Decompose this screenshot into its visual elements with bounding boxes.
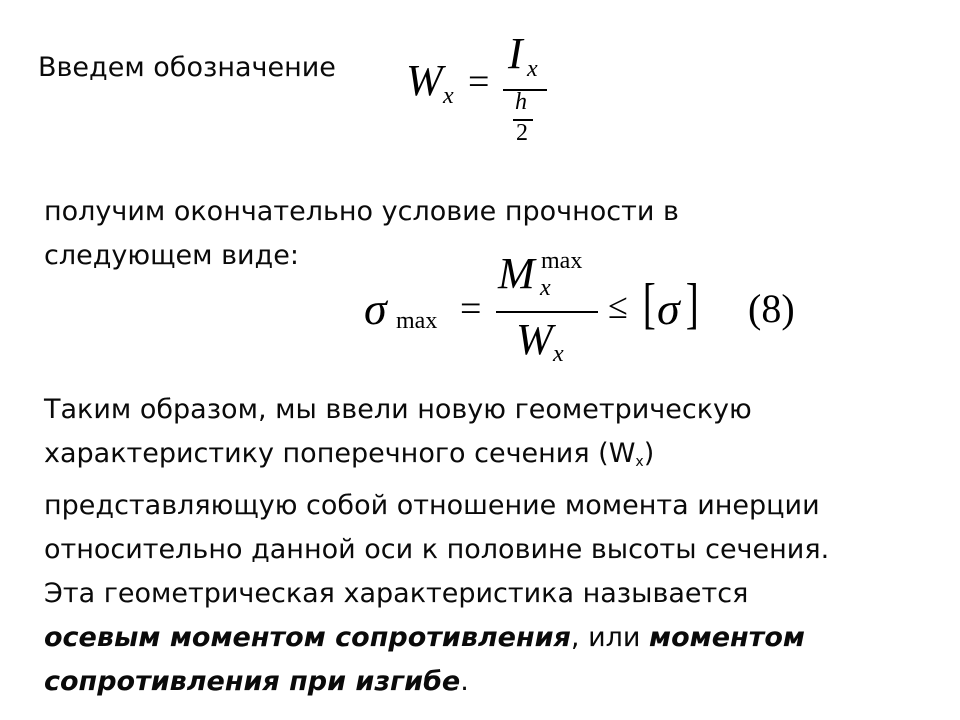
para-line-6	[44, 616, 805, 660]
para-line-5: Эта геометрическая характеристика называется	[44, 578, 749, 609]
f2-sigma-sub: max	[396, 308, 438, 334]
intro-text: Введем обозначение	[38, 52, 336, 83]
f1-eq: =	[468, 61, 490, 103]
para-line-1: Таким образом, мы ввели новую геометрическую	[44, 394, 752, 425]
f2-leq: ≤	[608, 286, 628, 326]
f1-lhs: W	[406, 56, 443, 105]
term-modulus-part2: сопротивления при изгибе	[44, 666, 461, 697]
para-line-6-mid: , или	[570, 622, 641, 653]
term-modulus-part1: моментом	[649, 622, 805, 653]
f2-number: (8)	[748, 286, 795, 331]
para-line-2-close: )	[643, 438, 655, 469]
f2-allow: σ	[657, 283, 680, 334]
f1-num-sub: x	[527, 56, 538, 82]
f2-num-sub: x	[540, 275, 551, 301]
para-line-2	[44, 432, 654, 484]
f1-lhs-sub: x	[443, 83, 454, 109]
f2-den: W	[516, 315, 553, 364]
f2-num-sup: max	[541, 248, 583, 274]
f2-rbr: ]	[685, 273, 699, 335]
para-line-2-sub: x	[635, 454, 644, 470]
f2-sigma: σ	[364, 283, 387, 334]
f2-eq: =	[460, 288, 482, 330]
para-line-2-text: характеристику поперечного сечения (W	[44, 438, 636, 469]
f1-num: I	[508, 29, 523, 78]
para-line-7-end: .	[460, 666, 469, 697]
term-axial-modulus: осевым моментом сопротивления	[44, 622, 571, 653]
f2-lbr: [	[642, 273, 656, 335]
f2-den-sub: x	[553, 341, 564, 367]
f2-frac-line	[496, 311, 598, 313]
para-line-4: относительно данной оси к половине высоты сечения.	[44, 534, 830, 565]
f2-num: M	[498, 249, 535, 298]
f1-den-den: 2	[516, 120, 528, 146]
para-line-3: представляющую собой отношение момента инерции	[44, 490, 820, 521]
f1-den-num: h	[515, 89, 527, 115]
result-line-1: получим окончательно условие прочности в	[44, 196, 679, 227]
result-line-2: следующем виде:	[44, 240, 299, 271]
para-line-7	[44, 660, 469, 704]
